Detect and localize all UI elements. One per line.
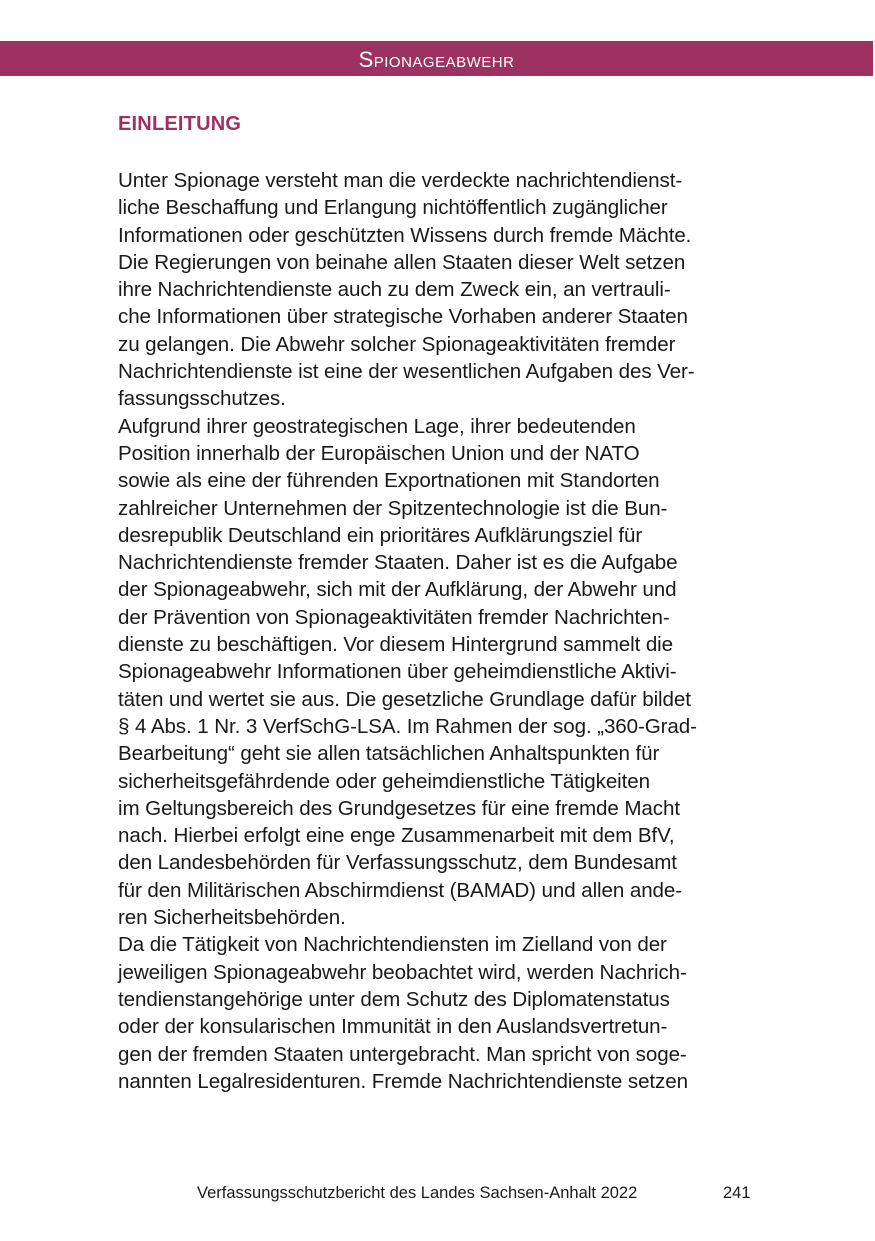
chapter-title: Spionageabwehr — [358, 47, 515, 72]
text-line: Position innerhalb der Europäischen Union und der NATO — [118, 441, 640, 465]
text-line: zahlreicher Unternehmen der Spitzentechnologie ist die Bun- — [118, 496, 668, 520]
text-line: Die Regierungen von beinahe allen Staaten dieser Welt setzen — [118, 250, 686, 274]
text-line: Nachrichtendienste fremder Staaten. Daher ist es die Aufgabe — [118, 551, 678, 575]
text-line: liche Beschaffung und Erlangung nichtöffentlich zugänglicher — [118, 196, 668, 220]
text-line: che Informationen über strategische Vorhaben anderer Staaten — [118, 305, 688, 329]
text-line: Informationen oder geschützten Wissens durch fremde Mächte. — [118, 223, 692, 247]
text-line: tendienstangehörige unter dem Schutz des Diplomatenstatus — [118, 987, 670, 1011]
text-line: Unter Spionage versteht man die verdeckte nachrichtendienst- — [118, 169, 683, 192]
text-line: der Spionageabwehr, sich mit der Aufklärung, der Abwehr und — [118, 578, 677, 602]
text-line: desrepublik Deutschland ein prioritäres Aufklärungsziel für — [118, 523, 643, 547]
text-line: Spionageabwehr Informationen über geheimdienstliche Aktivi- — [118, 660, 677, 684]
text-line: zu gelangen. Die Abwehr solcher Spionageaktivitäten fremder — [118, 332, 676, 356]
text-line: Aufgrund ihrer geostrategischen Lage, ihrer bedeutenden — [118, 414, 636, 438]
text-line: sicherheitsgefährdende oder geheimdienstliche Tätigkeiten — [118, 769, 650, 793]
text-line: Da die Tätigkeit von Nachrichtendiensten im Zielland von der — [118, 933, 667, 957]
footer-publication-title: Verfassungsschutzbericht des Landes Sachsen-Anhalt 2022 — [197, 1184, 638, 1202]
text-line: der Prävention von Spionageaktivitäten fremder Nachrichten- — [118, 605, 670, 629]
text-line: ren Sicherheitsbehörden. — [118, 906, 346, 930]
text-line: fassungsschutzes. — [118, 387, 286, 411]
chapter-header-band — [0, 41, 873, 76]
text-line: sowie als eine der führenden Exportnationen mit Standorten — [118, 469, 660, 493]
text-line: nach. Hierbei erfolgt eine enge Zusammenarbeit mit dem BfV, — [118, 824, 675, 848]
text-line: Bearbeitung“ geht sie allen tatsächlichen Anhaltspunkten für — [118, 742, 660, 766]
text-line: ihre Nachrichtendienste auch zu dem Zweck ein, an vertrauli- — [118, 278, 671, 302]
text-line: jeweiligen Spionageabwehr beobachtet wird, werden Nachrich- — [118, 960, 687, 984]
text-line: nannten Legalresidenturen. Fremde Nachrichtendienste setzen — [118, 1069, 688, 1093]
text-line: den Landesbehörden für Verfassungsschutz, dem Bundesamt — [118, 851, 677, 875]
section-heading: EINLEITUNG — [118, 113, 242, 135]
page-number: 241 — [723, 1184, 751, 1202]
text-line: gen der fremden Staaten untergebracht. Man spricht von soge- — [118, 1042, 687, 1066]
text-line: § 4 Abs. 1 Nr. 3 VerfSchG-LSA. Im Rahmen der sog. „360-Grad- — [118, 714, 697, 738]
text-line: Nachrichtendienste ist eine der wesentlichen Aufgaben des Ver- — [118, 360, 695, 384]
text-line: täten und wertet sie aus. Die gesetzliche Grundlage dafür bildet — [118, 687, 691, 711]
text-line: dienste zu beschäftigen. Vor diesem Hintergrund sammelt die — [118, 633, 674, 657]
text-line: im Geltungsbereich des Grundgesetzes für eine fremde Macht — [118, 796, 680, 820]
text-line: für den Militärischen Abschirmdienst (BAMAD) und allen ande- — [118, 878, 683, 902]
body-text — [118, 167, 758, 1095]
text-line: oder der konsularischen Immunität in den Auslandsvertretun- — [118, 1015, 668, 1039]
